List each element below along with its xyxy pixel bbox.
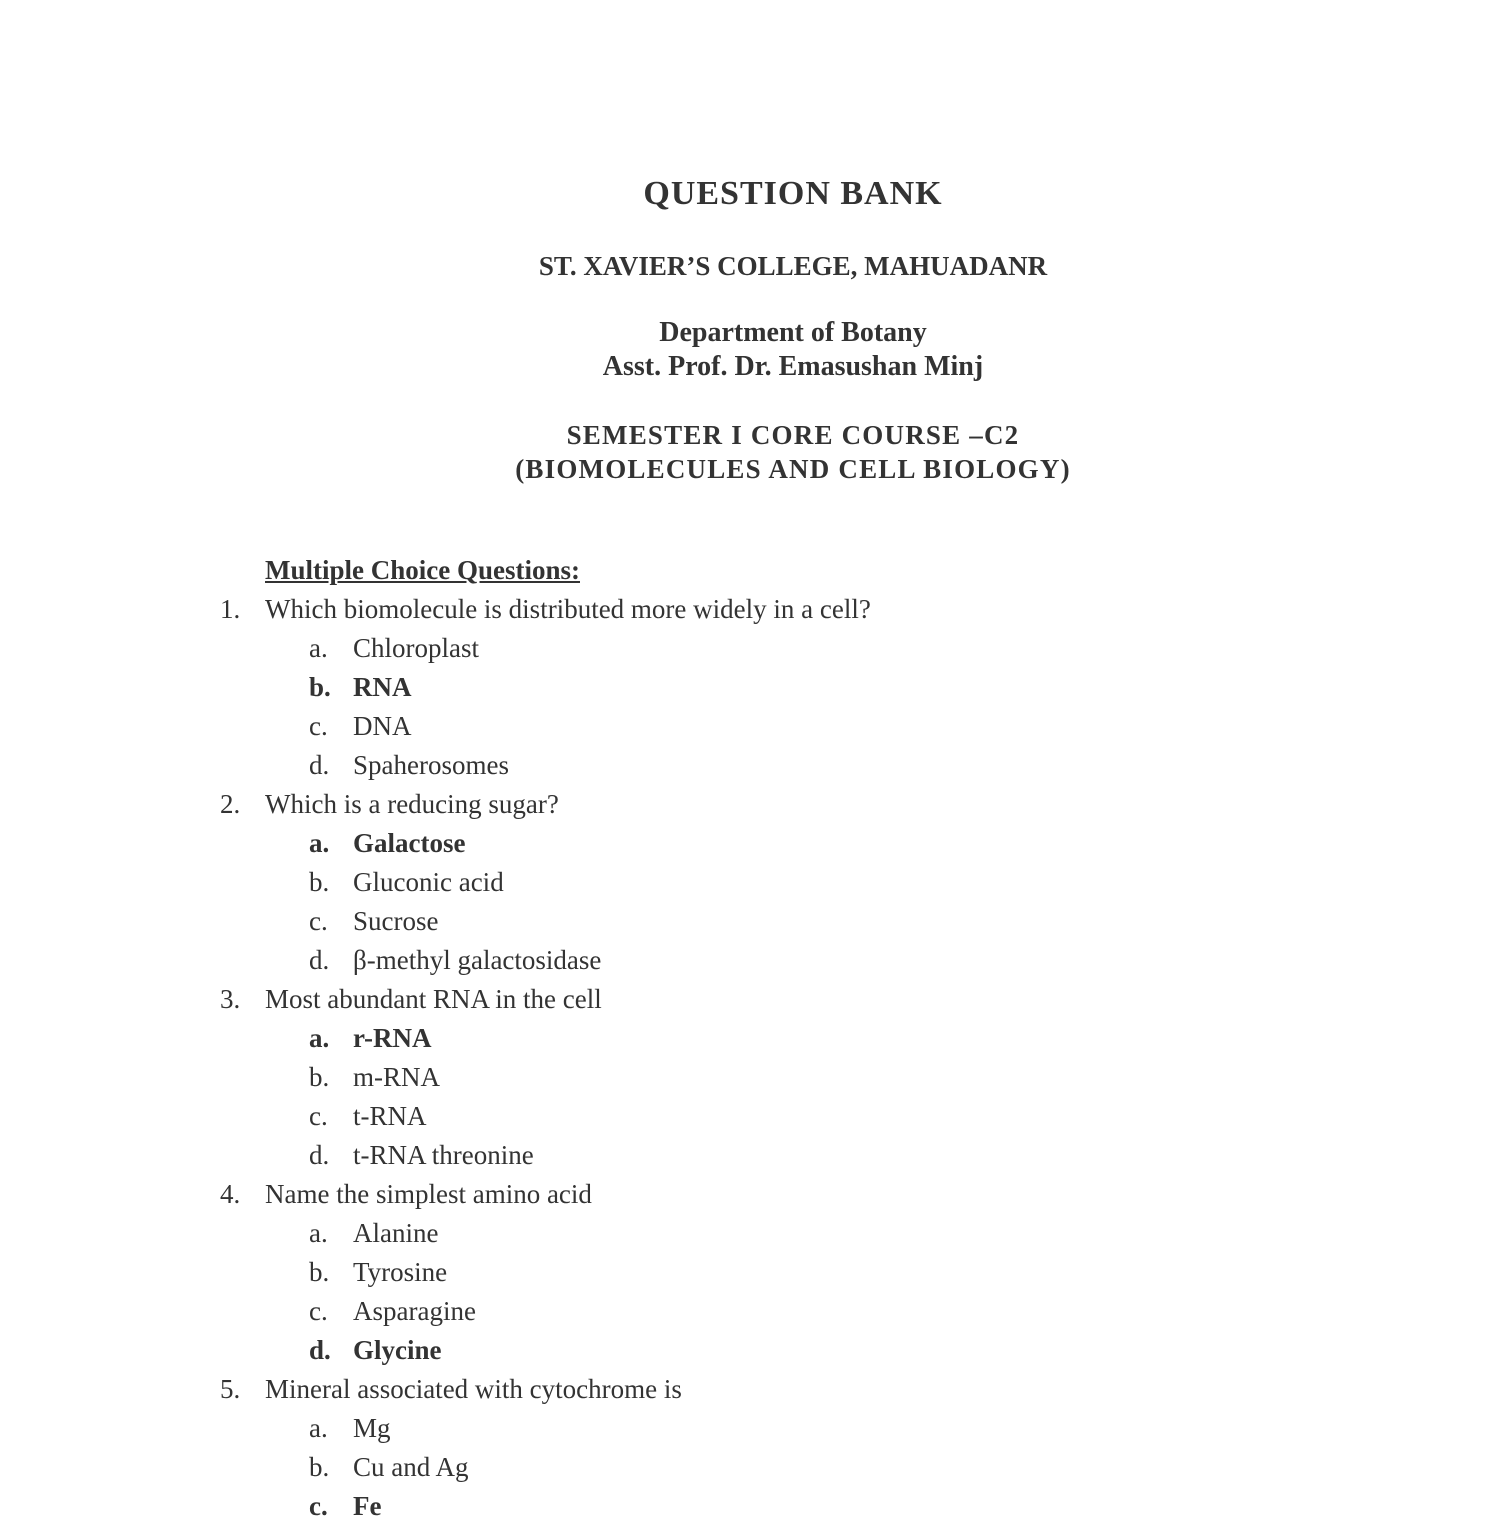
option-text: r-RNA (353, 1023, 432, 1053)
question-text: Which biomolecule is distributed more widely in a cell? (265, 594, 871, 624)
option-text: β-methyl galactosidase (353, 945, 602, 975)
question-number: 3. (220, 984, 241, 1014)
option (0, 1409, 1500, 1448)
option-text: Spaherosomes (353, 750, 509, 780)
option (0, 902, 1500, 941)
course-title: (BIOMOLECULES AND CELL BIOLOGY) (515, 454, 1071, 484)
question (0, 1370, 1500, 1409)
department-name: Department of Botany (659, 317, 927, 348)
section-heading: Multiple Choice Questions: (265, 555, 580, 585)
author-name: Asst. Prof. Dr. Emasushan Minj (602, 351, 984, 382)
option (0, 941, 1500, 980)
question-number: 4. (220, 1179, 241, 1209)
option-letter: c. (309, 1491, 328, 1521)
option-letter: c. (309, 1101, 328, 1131)
option (0, 707, 1500, 746)
option-letter: a. (309, 1413, 328, 1443)
option-text: m-RNA (353, 1062, 440, 1092)
question-text: Mineral associated with cytochrome is (265, 1374, 682, 1404)
document-title: QUESTION BANK (643, 175, 943, 212)
option-letter: a. (309, 633, 328, 663)
question (0, 1175, 1500, 1214)
option-text: Galactose (353, 828, 466, 858)
question (0, 785, 1500, 824)
option (0, 629, 1500, 668)
option-correct (0, 668, 1500, 707)
option-text: t-RNA (353, 1101, 427, 1131)
option-letter: a. (309, 1218, 328, 1248)
question-text: Name the simplest amino acid (265, 1179, 592, 1209)
option-letter: d. (309, 750, 330, 780)
option (0, 1097, 1500, 1136)
option-correct (0, 824, 1500, 863)
option-text: Sucrose (353, 906, 439, 936)
option-letter: a. (309, 828, 330, 858)
option (0, 863, 1500, 902)
option-letter: c. (309, 711, 328, 741)
option-text: t-RNA threonine (353, 1140, 534, 1170)
option-text: Tyrosine (353, 1257, 448, 1287)
option-letter: c. (309, 906, 328, 936)
option-text: RNA (353, 672, 412, 702)
question-text: Most abundant RNA in the cell (265, 984, 602, 1014)
option-text: Alanine (353, 1218, 439, 1248)
option-text: Mg (353, 1413, 391, 1443)
option-letter: d. (309, 1335, 331, 1365)
option (0, 1253, 1500, 1292)
mcq-list (0, 551, 1500, 1526)
question-number: 5. (220, 1374, 241, 1404)
option-correct (0, 1019, 1500, 1058)
option (0, 1448, 1500, 1487)
option-letter: d. (309, 1140, 330, 1170)
option-text: Cu and Ag (353, 1452, 469, 1482)
option-text: Gluconic acid (353, 867, 504, 897)
department-block (0, 316, 1500, 384)
option (0, 746, 1500, 785)
option (0, 1292, 1500, 1331)
option-text: Asparagine (353, 1296, 476, 1326)
option-letter: c. (309, 1296, 328, 1326)
question (0, 590, 1500, 629)
option (0, 1136, 1500, 1175)
option-letter: d. (309, 945, 330, 975)
option-letter: b. (309, 1062, 330, 1092)
course-block (0, 418, 1500, 486)
question-text: Which is a reducing sugar? (265, 789, 559, 819)
option (0, 1058, 1500, 1097)
option-correct (0, 1487, 1500, 1526)
question (0, 980, 1500, 1019)
question-number: 1. (220, 594, 241, 624)
option-text: Glycine (353, 1335, 442, 1365)
option-letter: b. (309, 672, 331, 702)
option-text: Chloroplast (353, 633, 479, 663)
option-letter: b. (309, 1257, 330, 1287)
option-text: Fe (353, 1491, 382, 1521)
option (0, 1214, 1500, 1253)
college-name: ST. XAVIER’S COLLEGE, MAHUADANR (538, 251, 1048, 281)
option-correct (0, 1331, 1500, 1370)
option-letter: b. (309, 867, 330, 897)
option-text: DNA (353, 711, 412, 741)
option-letter: a. (309, 1023, 330, 1053)
question-number: 2. (220, 789, 241, 819)
semester-course: SEMESTER I CORE COURSE –C2 (566, 420, 1020, 450)
option-letter: b. (309, 1452, 330, 1482)
